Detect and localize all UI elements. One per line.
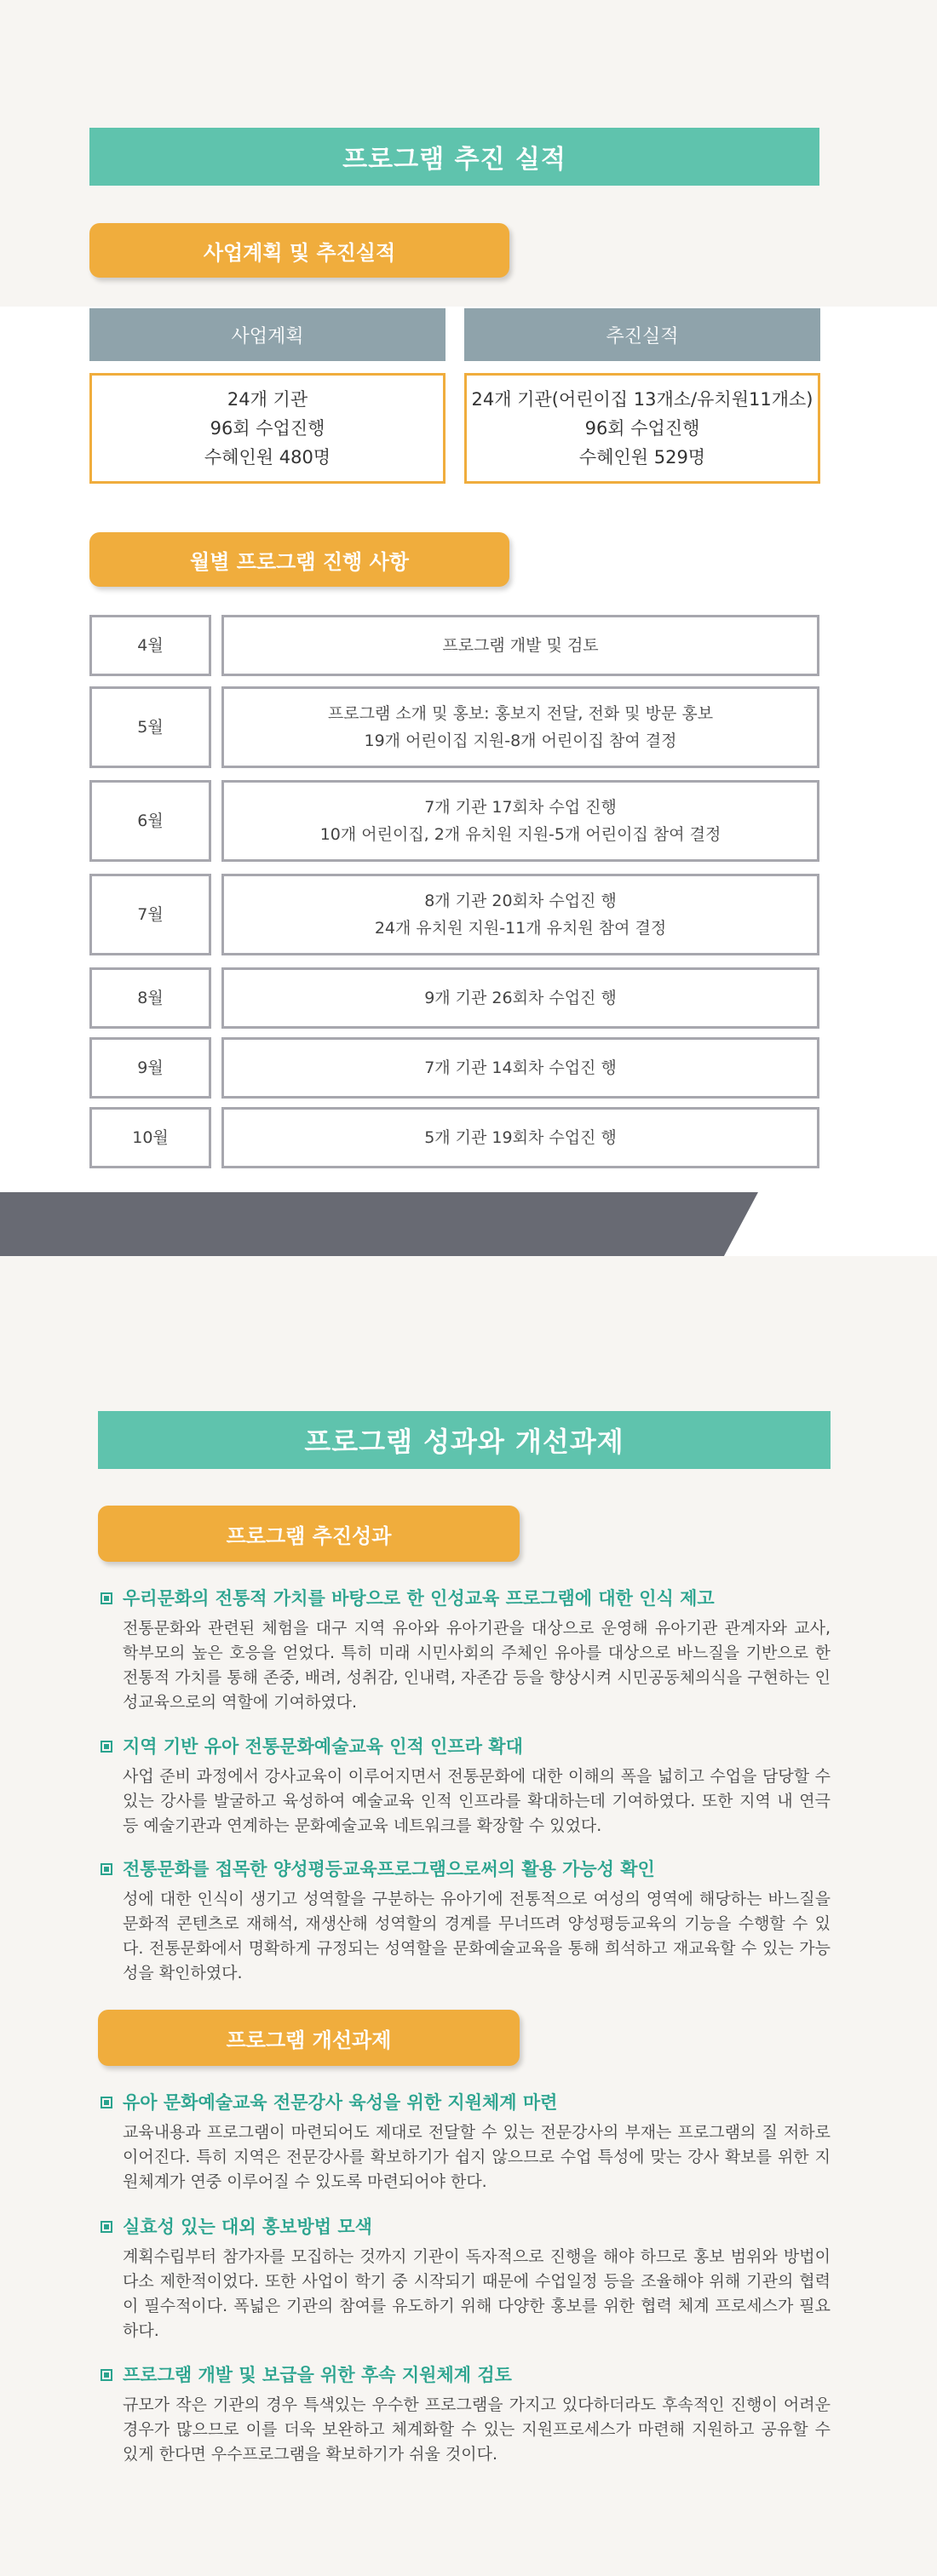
plan-line: 24개 기관 [227,389,308,410]
plan-box [89,373,446,484]
month-detail-line: 24개 유치원 지원-11개 유치원 참여 결정 [374,919,667,938]
square-bullet-icon [101,2369,112,2381]
divider-band [0,1192,758,1256]
section1-title: 프로그램 추진 실적 [89,128,819,186]
achievement-body: 전통문화와 관련된 체험을 대구 지역 유아와 유아기관을 대상으로 운영해 유아기관 관계자와 교사, 학부모의 높은 호응을 얻었다. 특히 미래 시민사회의 주체인 유아를 대상으로 바느질을 기반으로 한 전통적 가치를 통해 존중, 배려, 성취감, 인내력, 자존감 등을 향상시켜 시민공동체의식을 구현하는 인성교육으로의 역할에 기여하였다. [123,1619,831,1712]
plan-results-pill: 사업계획 및 추진실적 [89,223,509,278]
achievement-heading-text: 우리문화의 전통적 가치를 바탕으로 한 인성교육 프로그램에 대한 인식 제고 [123,1588,715,1609]
plan-line: 수혜인원 480명 [204,447,331,468]
month-detail [221,874,819,955]
result-box [464,373,820,484]
monthly-progress-pill: 월별 프로그램 진행 사항 [89,532,509,587]
section2-title: 프로그램 성과와 개선과제 [98,1411,831,1469]
month-detail-line: 7개 기관 14회차 수업진 행 [424,1059,617,1077]
achievement-heading [101,1586,831,1611]
improvement-heading [101,2090,831,2115]
achievement-item [101,1586,831,1715]
month-label: 10월 [89,1107,211,1168]
month-detail-line: 10개 어린이집, 2개 유치원 지원-5개 어린이집 참여 결정 [319,825,721,844]
achievement-body: 사업 준비 과정에서 강사교육이 이루어지면서 전통문화에 대한 이해의 폭을 넓히고 수업을 담당할 수 있는 강사를 발굴하고 육성하여 예술교육 인적 인프라를 확대하는데 기여하였다. 또한 지역 내 연극 등 예술기관과 연계하는 문화예술교육 네트워크를 확장할 수 있었다. [123,1767,831,1835]
achievement-heading [101,1734,831,1759]
improvement-body: 교육내용과 프로그램이 마련되어도 제대로 전달할 수 있는 전문강사의 부재는 프로그램의 질 저하로 이어진다. 특히 지역은 전문강사를 확보하기가 쉽지 않으므로 수업 특성에 맞는 강사 확보를 위한 지원체계가 연중 이루어질 수 있도록 마련되어야 한다. [123,2123,831,2191]
plan-header: 사업계획 [89,308,446,361]
achievement-item [101,1856,831,1986]
improvement-heading-text: 실효성 있는 대외 홍보방법 모색 [123,2217,372,2237]
plan-line: 96회 수업진행 [210,418,325,439]
month-label: 4월 [89,615,211,676]
improvement-pill: 프로그램 개선과제 [98,2010,520,2066]
square-bullet-icon [101,2221,112,2233]
square-bullet-icon [101,1741,112,1753]
month-detail [221,1107,819,1168]
improvement-item [101,2214,831,2344]
month-detail-line: 7개 기관 17회차 수업 진행 [424,798,617,817]
month-detail [221,780,819,862]
improvement-item [101,2362,831,2467]
result-header: 추진실적 [464,308,820,361]
achievement-heading-text: 전통문화를 접목한 양성평등교육프로그램으로써의 활용 가능성 확인 [123,1859,655,1879]
square-bullet-icon [101,1863,112,1875]
achievement-heading-text: 지역 기반 유아 전통문화예술교육 인적 인프라 확대 [123,1736,523,1757]
improvement-item [101,2090,831,2194]
achievement-heading [101,1856,831,1882]
square-bullet-icon [101,2097,112,2108]
result-line: 수혜인원 529명 [578,447,706,468]
result-line: 24개 기관(어린이집 13개소/유치원11개소) [471,389,813,410]
month-detail [221,686,819,768]
improvement-heading [101,2214,831,2240]
month-label: 7월 [89,874,211,955]
improvement-heading-text: 프로그램 개발 및 보급을 위한 후속 지원체계 검토 [123,2365,512,2385]
month-detail-line: 5개 기관 19회차 수업진 행 [424,1128,617,1147]
month-detail-line: 9개 기관 26회차 수업진 행 [424,989,617,1007]
month-detail [221,1037,819,1099]
month-label: 5월 [89,686,211,768]
month-label: 6월 [89,780,211,862]
result-line: 96회 수업진행 [584,418,700,439]
improvement-heading-text: 유아 문화예술교육 전문강사 육성을 위한 지원체계 마련 [123,2092,558,2113]
improvement-body: 계획수립부터 참가자를 모집하는 것까지 기관이 독자적으로 진행을 해야 하므로 홍보 범위와 방법이 다소 제한적이었다. 또한 사업이 학기 중 시작되기 때문에 수업일정 등을 조율해야 위해 기관의 협력이 필수적이다. 폭넓은 기관의 참여를 유도하기 위해 다양한 홍보를 위한 협력 체계 프로세스가 필요하다. [123,2247,831,2340]
month-detail [221,615,819,676]
achievement-body: 성에 대한 인식이 생기고 성역할을 구분하는 유아기에 전통적으로 여성의 영역에 해당하는 바느질을 문화적 콘텐츠로 재해석, 재생산해 성역할의 경계를 무너뜨려 양성평등교육의 기능을 수행할 수 있다. 전통문화에서 명확하게 규정되는 성역할을 문화예술교육을 통해 희석하고 재교육할 수 있는 가능성을 확인하였다. [123,1890,831,1982]
month-label: 8월 [89,967,211,1029]
month-detail [221,967,819,1029]
month-label: 9월 [89,1037,211,1099]
month-detail-line: 8개 기관 20회차 수업진 행 [424,892,617,910]
month-detail-line: 19개 어린이집 지원-8개 어린이집 참여 결정 [364,731,677,750]
achievement-pill: 프로그램 추진성과 [98,1506,520,1562]
square-bullet-icon [101,1592,112,1604]
improvement-heading [101,2362,831,2388]
achievement-item [101,1734,831,1839]
improvement-body: 규모가 작은 기관의 경우 특색있는 우수한 프로그램을 가지고 있다하더라도 후속적인 진행이 어려운 경우가 많으므로 이를 더욱 보완하고 체계화할 수 있는 지원프로세스가 마련해 지원하고 공유할 수 있게 한다면 우수프로그램을 확보하기가 쉬울 것이다. [123,2395,831,2464]
month-detail-line: 프로그램 개발 및 검토 [442,636,599,655]
month-detail-line: 프로그램 소개 및 홍보: 홍보지 전달, 전화 및 방문 홍보 [327,704,714,723]
